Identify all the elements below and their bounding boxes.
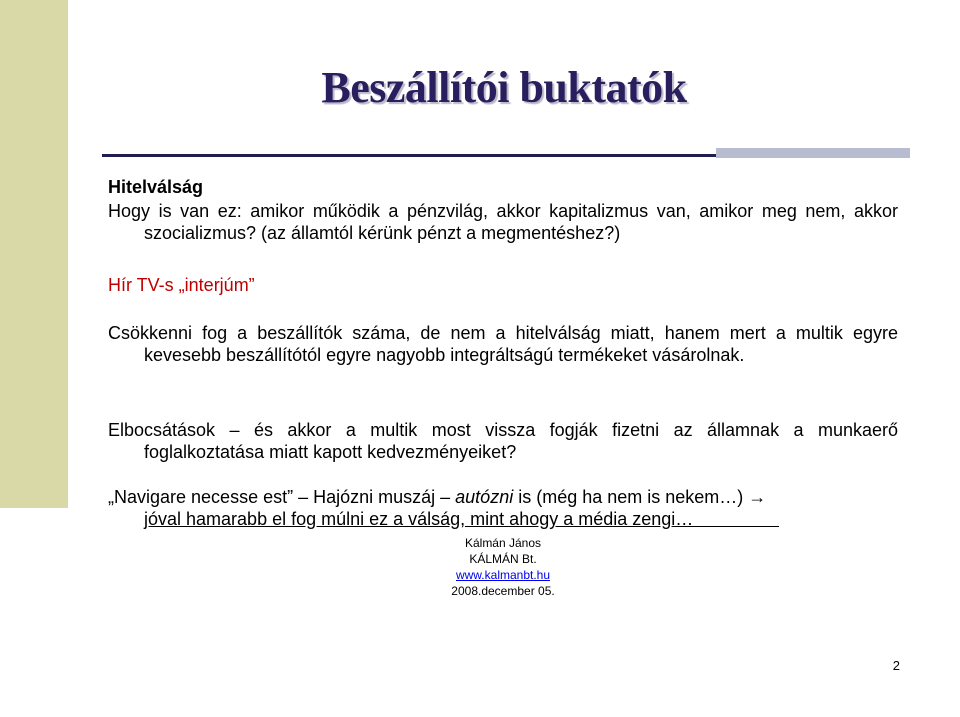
section-heading: Hitelválság <box>108 177 204 197</box>
paragraph-suppliers: Csökkenni fog a beszállítók száma, de nem a hitelválság miatt, hanem mert a multik egyre kevesebb beszállítótól egyre nagyobb integráltságú termékeket vásárolnak. <box>108 323 898 365</box>
paragraph-navigare <box>108 486 908 530</box>
company-name: KÁLMÁN Bt. <box>469 552 537 566</box>
slide-title: Beszállítói buktatók <box>321 63 687 112</box>
navigare-underline-fill <box>693 508 779 527</box>
navigare-line2-text: jóval hamarabb el fog múlni ez a válság, mint ahogy a média zengi… <box>144 509 694 529</box>
presentation-date: 2008.december 05. <box>451 584 555 598</box>
navigare-emphasis: autózni <box>455 487 514 507</box>
website-link[interactable]: www.kalmanbt.hu <box>455 568 551 582</box>
page-number: 2 <box>892 658 900 673</box>
navigare-line2 <box>108 508 908 530</box>
navigare-part1: „Navigare necesse est” – Hajózni muszáj – <box>108 487 456 507</box>
author-name: Kálmán János <box>464 536 542 550</box>
paragraph-crisis: Hogy is van ez: amikor működik a pénzvilág, akkor kapitalizmus van, amikor meg nem, akkor szocializmus? (az államtól kérünk pénzt a megmentéshez?) <box>108 201 898 243</box>
paragraph-layoffs: Elbocsátások – és akkor a multik most vissza fogják fizetni az államnak a munkaerő foglalkoztatása miatt kapott kedvezményeiket? <box>108 420 898 462</box>
paragraph-interview: Hír TV-s „interjúm” <box>108 275 255 295</box>
author-credits <box>408 535 598 599</box>
title-divider-light <box>716 148 910 158</box>
navigare-part2: is (még ha nem is nekem…) → <box>513 487 767 507</box>
navigare-line1 <box>108 487 766 507</box>
title-divider-dark <box>102 154 716 157</box>
